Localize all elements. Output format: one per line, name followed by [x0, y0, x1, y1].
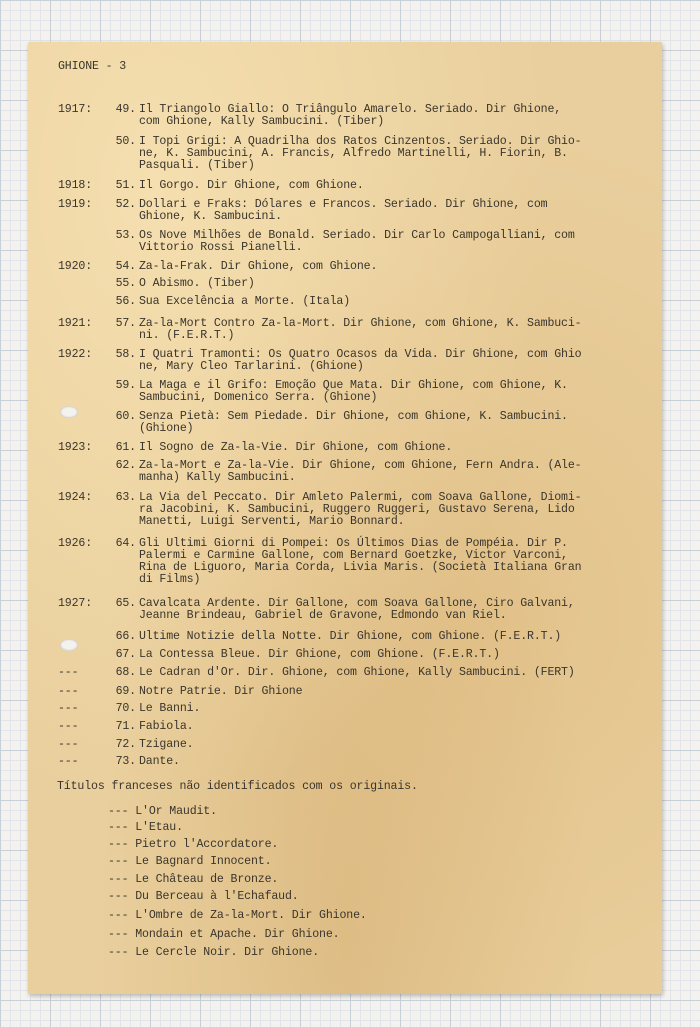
entry-text: Za-la-Mort e Za-la-Vie. Dir Ghione, com Ghione, Fern Andra. (Ale- [139, 459, 582, 472]
entry-text: Dollari e Fraks: Dólares e Francos. Seriado. Dir Ghione, com [139, 198, 548, 211]
french-title: --- Mondain et Apache. Dir Ghione. [108, 928, 340, 941]
entry-year: 1919: [58, 198, 93, 211]
entry-text: O Abismo. (Tiber) [139, 277, 255, 290]
entry-number: 68. [115, 666, 136, 679]
entry-text: ra Jacobini, K. Sambucini, Ruggero Ruggeri, Gustavo Serena, Lido [139, 503, 575, 516]
entry-number: 50. [115, 135, 136, 148]
entry-number: 57. [115, 317, 136, 330]
entry-number: 71. [115, 720, 136, 733]
entry-number: 51. [115, 179, 136, 192]
entry-text: Senza Pietà: Sem Piedade. Dir Ghione, com Ghione, K. Sambucini. [139, 410, 568, 423]
entry-year: 1927: [58, 597, 93, 610]
punch-hole [60, 406, 78, 418]
entry-year: 1924: [58, 491, 93, 504]
entry-text: (Ghione) [139, 422, 194, 435]
footer-title: Títulos franceses não identificados com os originais. [57, 780, 418, 793]
entry-text: Sambucini, Domenico Serra. (Ghione) [139, 391, 378, 404]
entry-year: --- [58, 738, 79, 751]
entry-number: 61. [115, 441, 136, 454]
french-title: --- Le Château de Bronze. [108, 873, 279, 886]
entry-text: Jeanne Brindeau, Gabriel de Gravone, Edmondo van Riel. [139, 609, 507, 622]
entry-text: Pasquali. (Tiber) [139, 159, 255, 172]
entry-text: La Contessa Bleue. Dir Ghione, com Ghione. (F.E.R.T.) [139, 648, 500, 661]
entry-year: --- [58, 755, 79, 768]
entry-text: Gli Ultimi Giorni di Pompei: Os Últimos Dias de Pompéia. Dir P. [139, 537, 568, 550]
entry-text: La Via del Peccato. Dir Amleto Palermi, com Soava Gallone, Diomi- [139, 491, 582, 504]
entry-year: --- [58, 720, 79, 733]
entry-text: ni. (F.E.R.T.) [139, 329, 235, 342]
typewritten-page [28, 42, 662, 994]
entry-number: 60. [115, 410, 136, 423]
french-title: --- Le Cercle Noir. Dir Ghione. [108, 946, 320, 959]
entry-year: 1920: [58, 260, 93, 273]
entry-number: 62. [115, 459, 136, 472]
entry-text: Le Banni. [139, 702, 201, 715]
entry-text: I Quatri Tramonti: Os Quatro Ocasos da Vida. Dir Ghione, com Ghio [139, 348, 582, 361]
entry-number: 49. [115, 103, 136, 116]
french-title: --- Le Bagnard Innocent. [108, 855, 272, 868]
entry-text: ne, K. Sambucini, A. Francis, Alfredo Martinelli, H. Fiorin, B. [139, 147, 568, 160]
entry-year: --- [58, 685, 79, 698]
entry-text: Fabiola. [139, 720, 194, 733]
entry-text: Os Nove Milhões de Bonald. Seriado. Dir Carlo Campogalliani, com [139, 229, 575, 242]
french-title: --- L'Etau. [108, 821, 183, 834]
entry-text: manha) Kally Sambucini. [139, 471, 296, 484]
french-title: --- L'Ombre de Za-la-Mort. Dir Ghione. [108, 909, 367, 922]
entry-text: Dante. [139, 755, 180, 768]
entry-number: 58. [115, 348, 136, 361]
entry-text: Cavalcata Ardente. Dir Gallone, com Soava Gallone, Ciro Galvani, [139, 597, 575, 610]
french-title: --- L'Or Maudit. [108, 805, 217, 818]
entry-number: 66. [115, 630, 136, 643]
page-header: GHIONE - 3 [58, 60, 127, 73]
entry-text: Sua Excelência a Morte. (Itala) [139, 295, 351, 308]
entry-number: 64. [115, 537, 136, 550]
entry-text: Palermi e Carmine Gallone, com Bernard Goetzke, Victor Varconi, [139, 549, 568, 562]
entry-text: com Ghione, Kally Sambucini. (Tiber) [139, 115, 385, 128]
entry-text: Vittorio Rossi Pianelli. [139, 241, 303, 254]
entry-year: 1918: [58, 179, 93, 192]
entry-year: --- [58, 666, 79, 679]
entry-number: 73. [115, 755, 136, 768]
entry-text: Za-la-Frak. Dir Ghione, com Ghione. [139, 260, 378, 273]
french-title: --- Du Berceau à l'Echafaud. [108, 890, 299, 903]
entry-number: 63. [115, 491, 136, 504]
entry-year: 1921: [58, 317, 93, 330]
entry-text: Il Gorgo. Dir Ghione, com Ghione. [139, 179, 364, 192]
french-title: --- Pietro l'Accordatore. [108, 838, 279, 851]
entry-year: 1917: [58, 103, 93, 116]
entry-text: Tzigane. [139, 738, 194, 751]
entry-text: Ghione, K. Sambucini. [139, 210, 282, 223]
entry-number: 53. [115, 229, 136, 242]
entry-text: Ultime Notizie della Notte. Dir Ghione, com Ghione. (F.E.R.T.) [139, 630, 562, 643]
entry-text: Le Cadran d'Or. Dir. Ghione, com Ghione, Kally Sambucini. (FERT) [139, 666, 575, 679]
entry-text: Rina de Liguoro, Maria Corda, Livia Maris. (Società Italiana Gran [139, 561, 582, 574]
entry-text: I Topi Grigi: A Quadrilha dos Ratos Cinzentos. Seriado. Dir Ghio- [139, 135, 582, 148]
entry-text: Manetti, Luigi Serventi, Mario Bonnard. [139, 515, 405, 528]
entry-text: di Films) [139, 573, 201, 586]
entry-text: La Maga e il Grifo: Emoção Que Mata. Dir Ghione, com Ghione, K. [139, 379, 568, 392]
entry-number: 54. [115, 260, 136, 273]
entry-number: 72. [115, 738, 136, 751]
entry-text: Il Triangolo Giallo: O Triângulo Amarelo. Seriado. Dir Ghione, [139, 103, 562, 116]
entry-number: 69. [115, 685, 136, 698]
entry-text: Il Sogno de Za-la-Vie. Dir Ghione, com Ghione. [139, 441, 453, 454]
entry-number: 59. [115, 379, 136, 392]
entry-text: ne, Mary Cleo Tarlarini. (Ghione) [139, 360, 364, 373]
entry-text: Za-la-Mort Contro Za-la-Mort. Dir Ghione, com Ghione, K. Sambuci- [139, 317, 582, 330]
entry-number: 56. [115, 295, 136, 308]
entry-number: 65. [115, 597, 136, 610]
punch-hole [60, 639, 78, 651]
entry-year: 1926: [58, 537, 93, 550]
entry-number: 70. [115, 702, 136, 715]
entry-number: 52. [115, 198, 136, 211]
entry-year: 1922: [58, 348, 93, 361]
entry-number: 67. [115, 648, 136, 661]
entry-number: 55. [115, 277, 136, 290]
entry-text: Notre Patrie. Dir Ghione [139, 685, 303, 698]
entry-year: --- [58, 702, 79, 715]
entry-year: 1923: [58, 441, 93, 454]
